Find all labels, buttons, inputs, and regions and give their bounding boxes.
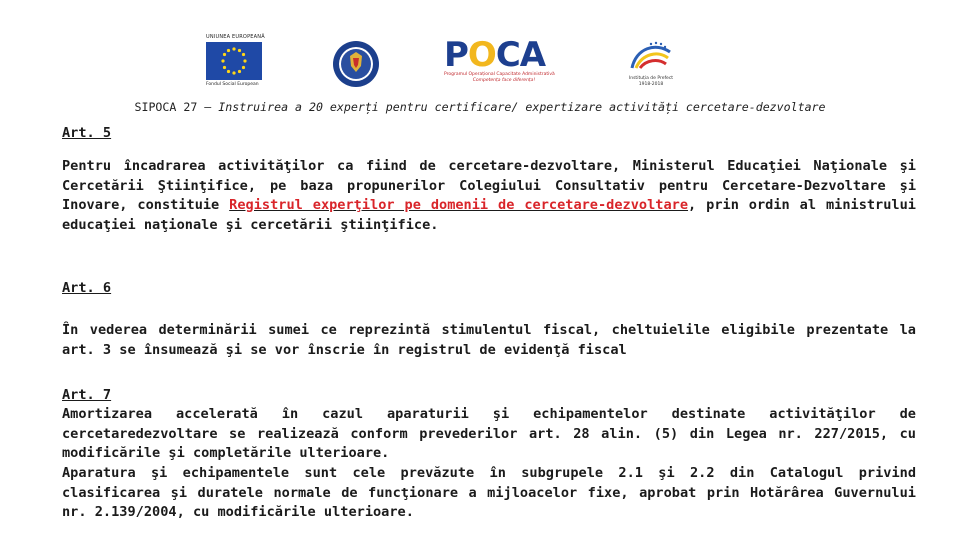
eu-flag-icon (206, 42, 262, 80)
romanian-government-emblem-icon (332, 40, 380, 92)
article-5-text: Pentru încadrarea activităţilor ca fiind de cercetare-dezvoltare, Ministerul Educaţiei Naţionale şi Cercetării Ştiinţifice, pe baza propunerilor Colegiului Consultativ pentru Cercetare-Dezvoltare şi Inovare, constituie Registrul experţilor pe domenii de cercetare-dezvoltare, prin ordin al ministrului educaţiei naţionale şi cercetării ştiinţifice. (62, 158, 916, 233)
article-7-paragraph-2: Aparatura şi echipamentele sunt cele prevăzute în subgrupele 2.1 şi 2.2 din Catalogul privind clasificarea şi duratele normale de funcţionare a mijloacelor fixe, aprobat prin Hotărârea Guvernului nr. 2.139/2004, cu modificările ulterioare. (62, 465, 916, 520)
logo-bar (0, 34, 960, 94)
article-5-title: Art. 5 (62, 125, 112, 141)
eu-logo (206, 34, 264, 87)
eu-logo-caption: UNIUNEA EUROPEANĂ (206, 34, 265, 40)
prefect-anniversary-logo (626, 38, 676, 88)
article-6-title: Art. 6 (62, 280, 112, 296)
poca-logo (444, 35, 564, 84)
article-7-paragraph-1: Amortizarea accelerată în cazul aparaturii şi echipamentelor destinate activităţilor de cercetaredezvoltare se realizează conform prevederilor art. 28 alin. (5) din Legea nr. 227/2015, cu modificările şi completările ulterioare. (62, 406, 916, 461)
registry-link[interactable]: Registrul experţilor pe domenii de cercetare-dezvoltare (229, 197, 689, 213)
page-subtitle (0, 100, 960, 114)
poca-slogan: Competența face diferența! (472, 78, 536, 83)
subtitle-prefix: SIPOCA 27 – (134, 100, 219, 114)
anniversary-emblem-icon (626, 38, 676, 72)
subtitle-project-name: Instruirea a 20 experți pentru certificare/ expertizare activități cercetare-dezvoltare (218, 100, 826, 114)
eu-logo-subcaption: Fondul Social European (206, 82, 259, 87)
article-7-title: Art. 7 (62, 387, 112, 403)
poca-program-name: Programul Operațional Capacitate Administrativă (444, 72, 555, 77)
poca-wordmark: POCA (444, 35, 546, 75)
article-6-text: În vederea determinării sumei ce reprezintă stimulentul fiscal, cheltuielile eligibile prezentate la art. 3 se însumează şi se vor înscrie în registrul de evidenţă fiscal (62, 322, 916, 358)
anniversary-caption: Instituția de Prefect 1918-2018 (628, 76, 674, 87)
